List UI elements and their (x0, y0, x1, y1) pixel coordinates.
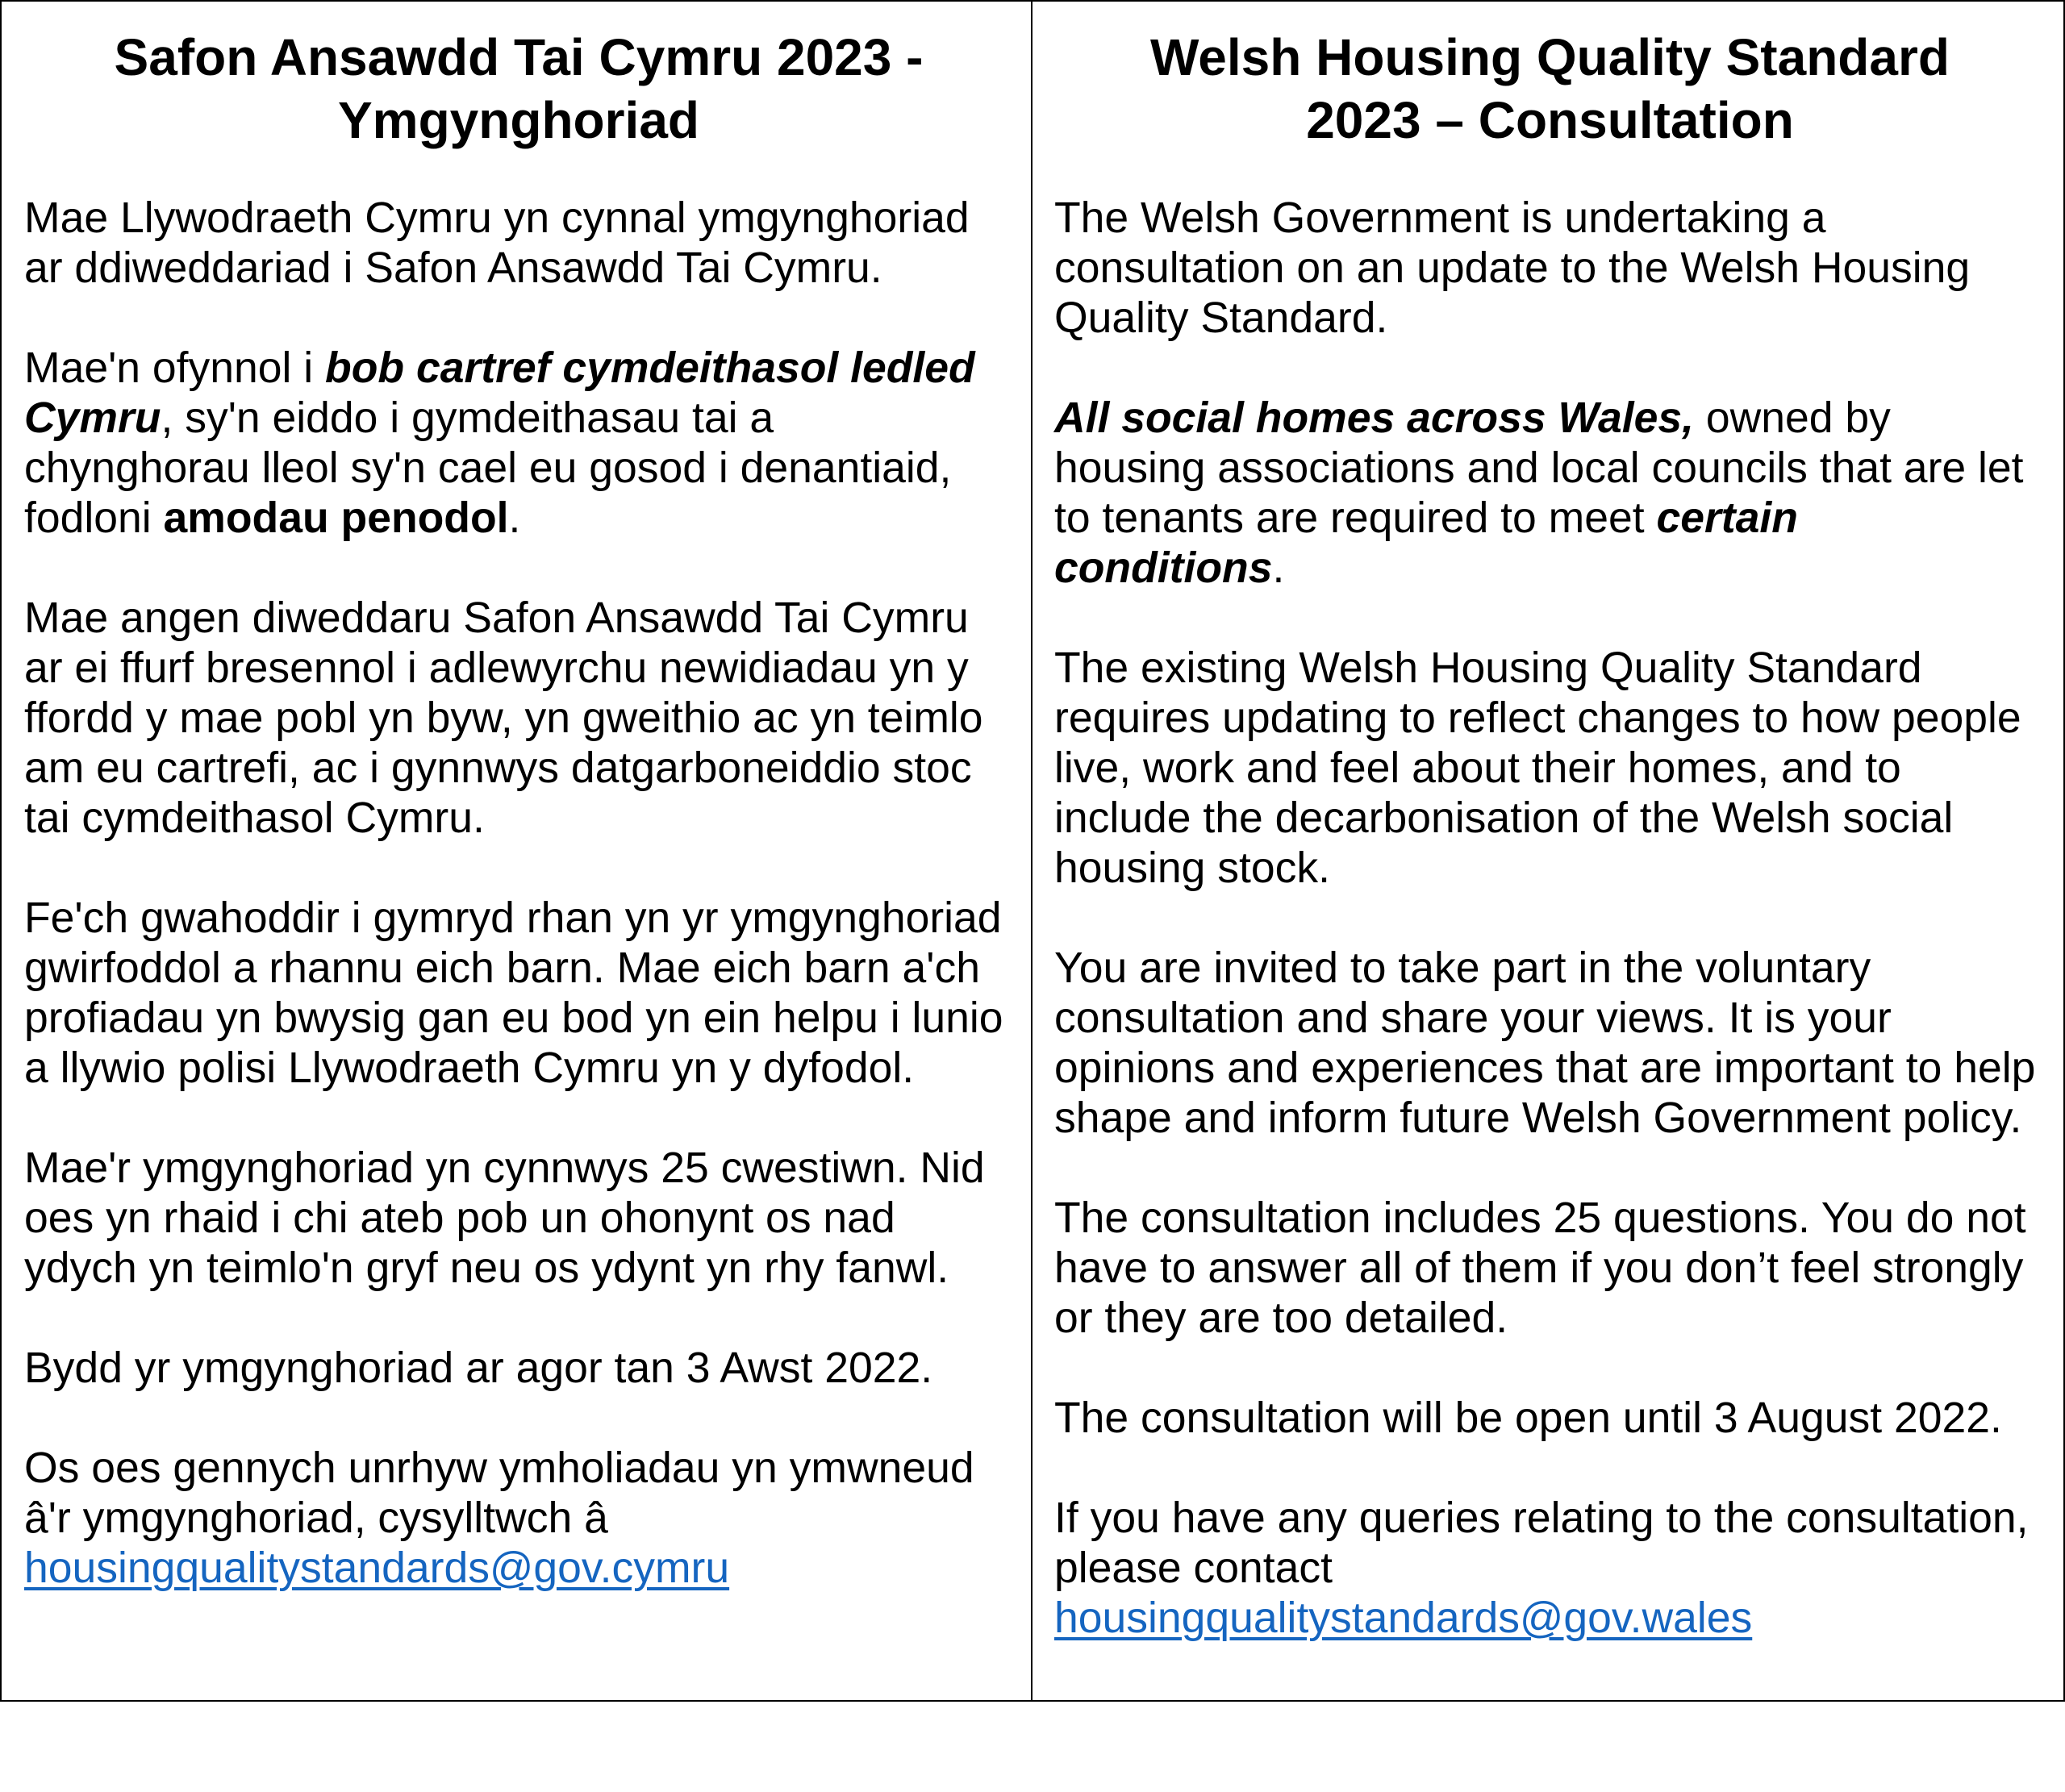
bold-text: amodau penodol (163, 494, 509, 542)
text-line: oes yn rhaid i chi ateb pob un ohonynt os nad (24, 1194, 895, 1242)
welsh-paragraph-invitation (24, 894, 1013, 1094)
text-line: ffordd y mae pobl yn byw, yn gweithio ac yn teimlo (24, 694, 983, 742)
text-line: have to answer all of them if you don’t feel strongly (1054, 1244, 2024, 1292)
text-line: The consultation will be open until 3 August 2022. (1054, 1394, 2002, 1442)
emphasis-text: All social homes across Wales, (1054, 394, 1694, 442)
emphasis-text: bob cartref cymdeithasol ledled (325, 344, 975, 392)
text-line: shape and inform future Welsh Government policy. (1054, 1094, 2022, 1142)
text-line: gwirfoddol a rhannu eich barn. Mae eich barn a'ch (24, 944, 980, 992)
text-line: please contact (1054, 1544, 1333, 1592)
emphasis-text: certain (1656, 494, 1798, 542)
emphasis-text: Cymru (24, 394, 161, 442)
text-line: ydych yn teimlo'n gryf neu os ydynt yn rhy fanwl. (24, 1244, 949, 1292)
welsh-column (2, 2, 1032, 1700)
english-title (1054, 26, 2046, 152)
english-title-line: Welsh Housing Quality Standard (1150, 28, 1950, 86)
welsh-title-line: Safon Ansawdd Tai Cymru 2023 - (114, 28, 924, 86)
english-paragraph-deadline (1054, 1394, 2046, 1444)
text-line: include the decarbonisation of the Welsh social (1054, 794, 1954, 842)
text-line: Quality Standard. (1054, 294, 1388, 342)
text-line: If you have any queries relating to the consultation, (1054, 1494, 2029, 1542)
welsh-title (24, 26, 1013, 152)
english-paragraph-update (1054, 644, 2046, 894)
text-line: housing stock. (1054, 844, 1331, 892)
text-line: profiadau yn bwysig gan eu bod yn ein helpu i lunio (24, 994, 1003, 1042)
text-line: live, work and feel about their homes, and to (1054, 744, 1901, 792)
text-line (24, 494, 1013, 544)
text-line (1054, 544, 2046, 594)
text-line: Fe'ch gwahoddir i gymryd rhan yn yr ymgynghoriad (24, 894, 1002, 942)
text-line (24, 394, 1013, 444)
welsh-paragraph-questions (24, 1144, 1013, 1294)
welsh-paragraph-deadline (24, 1344, 1013, 1394)
english-paragraph-questions (1054, 1194, 2046, 1344)
text-line: Bydd yr ymgynghoriad ar agor tan 3 Awst 2022. (24, 1344, 933, 1392)
text-line: Mae angen diweddaru Safon Ansawdd Tai Cymru (24, 594, 969, 642)
english-paragraph-contact (1054, 1494, 2046, 1644)
text-line: Mae Llywodraeth Cymru yn cynnal ymgynghoriad (24, 194, 970, 242)
text-line: ar ei ffurf bresennol i adlewyrchu newidiadau yn y (24, 644, 969, 692)
text-line (1054, 494, 2046, 544)
text-line (24, 344, 1013, 394)
english-paragraph-intro (1054, 194, 2046, 344)
welsh-paragraph-update (24, 594, 1013, 844)
text-line: opinions and experiences that are important to help (1054, 1044, 2036, 1092)
english-title-line: 2023 – Consultation (1306, 91, 1794, 149)
text-run: to tenants are required to meet (1054, 494, 1657, 542)
text-line: The Welsh Government is undertaking a (1054, 194, 1826, 242)
text-line: ar ddiweddariad i Safon Ansawdd Tai Cymru. (24, 244, 882, 292)
emphasis-text: conditions (1054, 544, 1273, 592)
welsh-email-link[interactable]: housingqualitystandards@gov.cymru (24, 1544, 730, 1592)
text-run: . (508, 494, 521, 542)
text-run: . (1272, 544, 1285, 592)
welsh-paragraph-contact (24, 1444, 1013, 1594)
text-run: owned by (1693, 394, 1891, 442)
text-line: a llywio polisi Llywodraeth Cymru yn y dyfodol. (24, 1044, 915, 1092)
english-paragraph-requirement (1054, 394, 2046, 594)
text-line: Os oes gennych unrhyw ymholiadau yn ymwneud (24, 1444, 974, 1492)
welsh-paragraph-requirement (24, 344, 1013, 544)
text-line: The existing Welsh Housing Quality Standard (1054, 644, 1922, 692)
text-line: chynghorau lleol sy'n cael eu gosod i denantiaid, (24, 444, 952, 492)
text-line: housing associations and local councils that are let (1054, 444, 2024, 492)
text-line: requires updating to reflect changes to how people (1054, 694, 2021, 742)
text-line (1054, 394, 2046, 444)
text-line: The consultation includes 25 questions. You do not (1054, 1194, 2026, 1242)
text-line: You are invited to take part in the voluntary (1054, 944, 1871, 992)
welsh-title-line: Ymgynghoriad (337, 91, 700, 149)
text-line: tai cymdeithasol Cymru. (24, 794, 485, 842)
text-line: consultation on an update to the Welsh Housing (1054, 244, 1971, 292)
text-line: consultation and share your views. It is your (1054, 994, 1892, 1042)
text-line: am eu cartrefi, ac i gynnwys datgarboneiddio stoc (24, 744, 972, 792)
text-run: Mae'n ofynnol i (24, 344, 326, 392)
english-paragraph-invitation (1054, 944, 2046, 1144)
text-line: â'r ymgynghoriad, cysylltwch â (24, 1494, 608, 1542)
text-run: , sy'n eiddo i gymdeithasau tai a (161, 394, 774, 442)
english-email-link[interactable]: housingqualitystandards@gov.wales (1054, 1594, 1753, 1642)
text-line: or they are too detailed. (1054, 1294, 1508, 1342)
english-column (1032, 2, 2063, 1700)
welsh-paragraph-intro (24, 194, 1013, 294)
text-line: Mae'r ymgynghoriad yn cynnwys 25 cwestiwn. Nid (24, 1144, 985, 1192)
text-run: fodloni (24, 494, 164, 542)
